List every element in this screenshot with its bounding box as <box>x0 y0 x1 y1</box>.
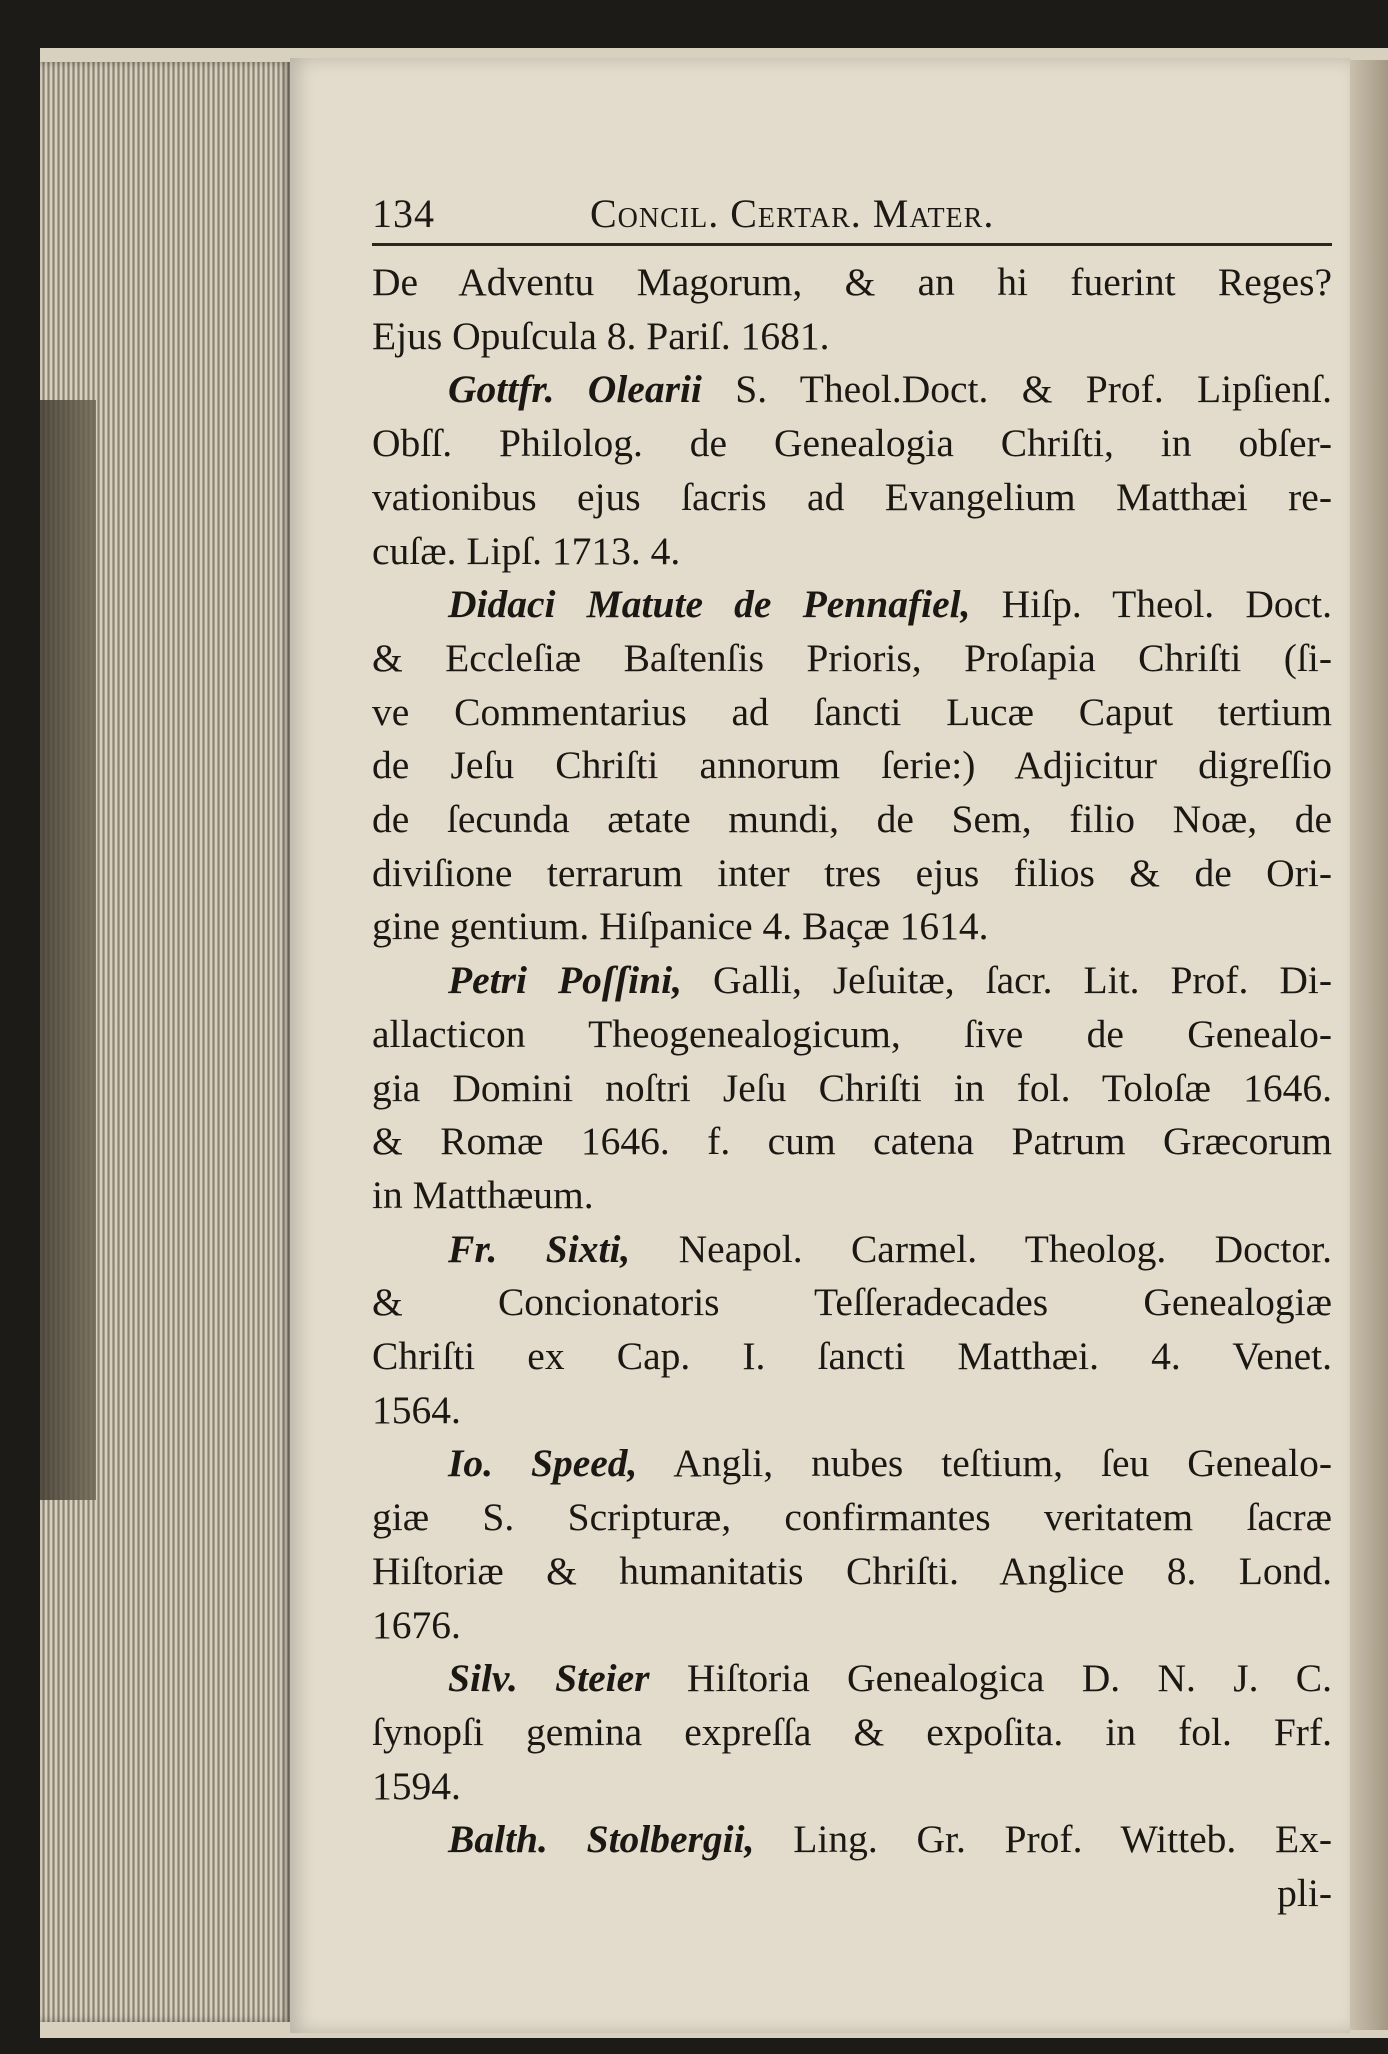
text-line <box>372 363 1332 417</box>
line-text: Obſſ. Philolog. de Genealogia Chriſti, in obſer- <box>372 421 1332 466</box>
line-text: Neapol. Carmel. Theolog. Doctor. <box>630 1226 1332 1271</box>
line-text: diviſione terrarum inter tres ejus filios & de Ori- <box>372 850 1332 895</box>
line-text: Ejus Opuſcula 8. Pariſ. 1681. <box>372 313 830 358</box>
text-line <box>372 1813 1332 1867</box>
line-text: allacticon Theogenealogicum, ſive de Genealo- <box>372 1011 1332 1056</box>
line-text: ve Commentarius ad ſancti Lucæ Caput tertium <box>372 689 1332 734</box>
book-page <box>290 58 1350 2033</box>
line-text: cuſæ. Lipſ. 1713. 4. <box>372 528 681 573</box>
text-line <box>372 793 1332 847</box>
text-line <box>372 1437 1332 1491</box>
text-line <box>372 1599 1332 1653</box>
line-text: giæ S. Scripturæ, confirmantes veritatem ſacræ <box>372 1495 1332 1540</box>
text-line <box>372 417 1332 471</box>
line-text: gine gentium. Hiſpanice 4. Baçæ 1614. <box>372 904 989 949</box>
line-text: Chriſti ex Cap. I. ſancti Matthæi. 4. Venet. <box>372 1334 1332 1379</box>
line-text: De Adventu Magorum, & an hi fuerint Reges? <box>372 260 1332 304</box>
text-line <box>372 1706 1332 1760</box>
line-text: 1676. <box>372 1602 461 1647</box>
facing-page-edge <box>1350 60 1388 2030</box>
text-line <box>372 310 1332 364</box>
author-name: Io. Speed, <box>448 1441 638 1486</box>
text-line <box>372 900 1332 954</box>
line-text: Hiſp. Theol. Doct. <box>970 582 1332 627</box>
text-line <box>372 1330 1332 1384</box>
author-name: Fr. Sixti, <box>448 1226 631 1271</box>
line-text: Galli, Jeſuitæ, ſacr. Lit. Prof. Di- <box>681 958 1332 1003</box>
line-text: & Romæ 1646. f. cum catena Patrum Græcorum <box>372 1119 1332 1164</box>
line-text: 1564. <box>372 1387 461 1432</box>
text-line <box>372 1760 1332 1814</box>
line-text: Hiſtoria Genealogica D. N. J. C. <box>649 1656 1332 1701</box>
text-line <box>372 847 1332 901</box>
author-name: Gottfr. Olearii <box>448 367 702 412</box>
text-line <box>372 1062 1332 1116</box>
header-rule <box>372 243 1332 246</box>
author-name: Balth. Stolbergii, <box>448 1817 755 1862</box>
running-title: Concil. Certar. Mater. <box>590 191 995 236</box>
line-text: Hiſtoriæ & humanitatis Chriſti. Anglice 8. Lond. <box>372 1548 1332 1593</box>
text-line <box>372 256 1332 310</box>
text-line <box>372 525 1332 579</box>
line-text: & Eccleſiæ Baſtenſis Prioris, Proſapia Chriſti (ſi- <box>372 635 1332 680</box>
text-line <box>372 1008 1332 1062</box>
line-text: & Concionatoris Teſſeradecades Genealogiæ <box>372 1280 1332 1325</box>
text-line <box>372 1652 1332 1706</box>
line-text: Ling. Gr. Prof. Witteb. Ex- <box>754 1817 1332 1862</box>
text-line <box>372 1223 1332 1277</box>
line-text: vationibus ejus ſacris ad Evangelium Matthæi re- <box>372 474 1332 519</box>
text-line <box>372 1115 1332 1169</box>
text-line <box>372 578 1332 632</box>
text-line <box>372 1384 1332 1438</box>
page-number: 134 <box>372 191 435 236</box>
text-line <box>372 686 1332 740</box>
catchword: pli- <box>1277 1871 1332 1916</box>
text-line <box>372 1169 1332 1223</box>
line-text: gia Domini noſtri Jeſu Chriſti in fol. Toloſæ 1646. <box>372 1065 1332 1110</box>
cover-binding <box>40 400 96 1500</box>
text-line <box>372 1491 1332 1545</box>
body-text <box>372 256 1332 1921</box>
line-text: de Jeſu Chriſti annorum ſerie:) Adjicitur digreſſio <box>372 743 1332 788</box>
text-line <box>372 954 1332 1008</box>
text-line <box>372 739 1332 793</box>
author-name: Petri Poſſini, <box>448 958 682 1003</box>
line-text: 1594. <box>372 1763 461 1808</box>
page-header <box>372 190 1342 250</box>
text-line <box>372 1545 1332 1599</box>
text-line <box>372 471 1332 525</box>
line-text: Angli, nubes teſtium, ſeu Genealo- <box>637 1441 1332 1486</box>
line-text: in Matthæum. <box>372 1172 594 1217</box>
author-name: Silv. Steier <box>448 1656 650 1701</box>
line-text: ſynopſi gemina expreſſa & expoſita. in fol. Frf. <box>372 1709 1332 1754</box>
line-text: de ſecunda ætate mundi, de Sem, filio Noæ, de <box>372 797 1332 842</box>
text-line <box>372 632 1332 686</box>
line-text: S. Theol.Doct. & Prof. Lipſienſ. <box>701 367 1332 412</box>
author-name: Didaci Matute de Pennafiel, <box>448 582 971 627</box>
text-line <box>372 1276 1332 1330</box>
